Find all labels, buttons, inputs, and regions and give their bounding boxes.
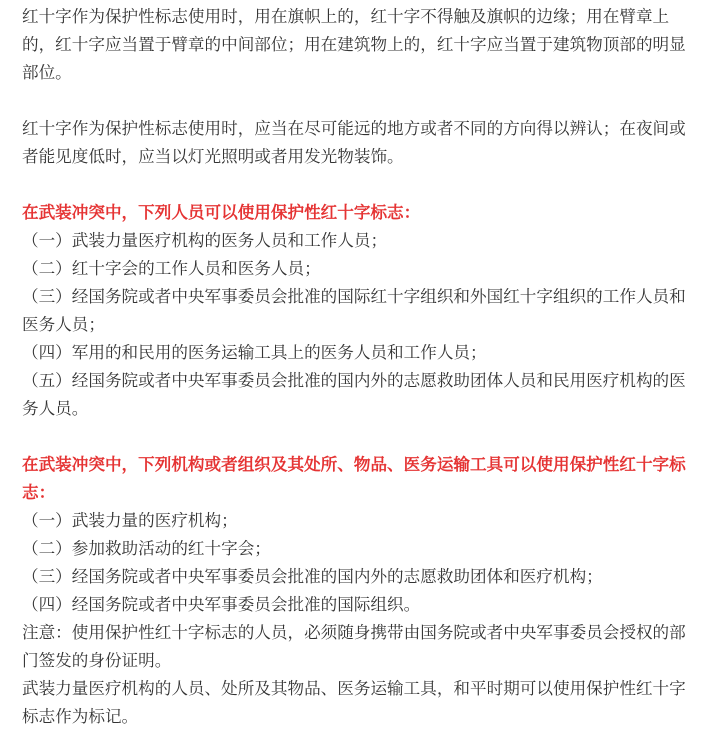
list-item-institutions-2: （二）参加救助活动的红十字会； bbox=[22, 539, 271, 558]
closing-peacetime-marking: 武装力量医疗机构的人员、处所及其物品、医务运输工具，和平时期可以使用保护性红十字标志作为标记。 bbox=[22, 679, 686, 726]
paragraph-spacer bbox=[22, 423, 700, 451]
list-item-personnel-5: （五）经国务院或者中央军事委员会批准的国内外的志愿救助团体人员和民用医疗机构的医务人员。 bbox=[22, 371, 686, 418]
list-item-personnel-2: （二）红十字会的工作人员和医务人员； bbox=[22, 259, 321, 278]
paragraph-visibility: 红十字作为保护性标志使用时，应当在尽可能远的地方或者不同的方向得以辨认；在夜间或者能见度低时，应当以灯光照明或者用发光物装饰。 bbox=[22, 119, 686, 166]
list-item-institutions-1: （一）武装力量的医疗机构； bbox=[22, 511, 238, 530]
note-identity-certificate: 注意：使用保护性红十字标志的人员，必须随身携带由国务院或者中央军事委员会授权的部门签发的身份证明。 bbox=[22, 623, 686, 670]
list-item-institutions-3: （三）经国务院或者中央军事委员会批准的国内外的志愿救助团体和医疗机构； bbox=[22, 567, 603, 586]
paragraph-flag-armband-building: 红十字作为保护性标志使用时，用在旗帜上的，红十字不得触及旗帜的边缘；用在臂章上的，红十字应当置于臂章的中间部位；用在建筑物上的，红十字应当置于建筑物顶部的明显部位。 bbox=[22, 7, 686, 82]
section-heading-personnel: 在武装冲突中，下列人员可以使用保护性红十字标志： bbox=[22, 203, 421, 222]
paragraph-spacer bbox=[22, 171, 700, 199]
paragraph-spacer bbox=[22, 87, 700, 115]
list-item-personnel-1: （一）武装力量医疗机构的医务人员和工作人员； bbox=[22, 231, 388, 250]
list-item-institutions-4: （四）经国务院或者中央军事委员会批准的国际组织。 bbox=[22, 595, 421, 614]
section-heading-institutions: 在武装冲突中，下列机构或者组织及其处所、物品、医务运输工具可以使用保护性红十字标志： bbox=[22, 455, 686, 502]
list-item-personnel-4: （四）军用的和民用的医务运输工具上的医务人员和工作人员； bbox=[22, 343, 487, 362]
list-item-personnel-3: （三）经国务院或者中央军事委员会批准的国际红十字组织和外国红十字组织的工作人员和医务人员； bbox=[22, 287, 686, 334]
